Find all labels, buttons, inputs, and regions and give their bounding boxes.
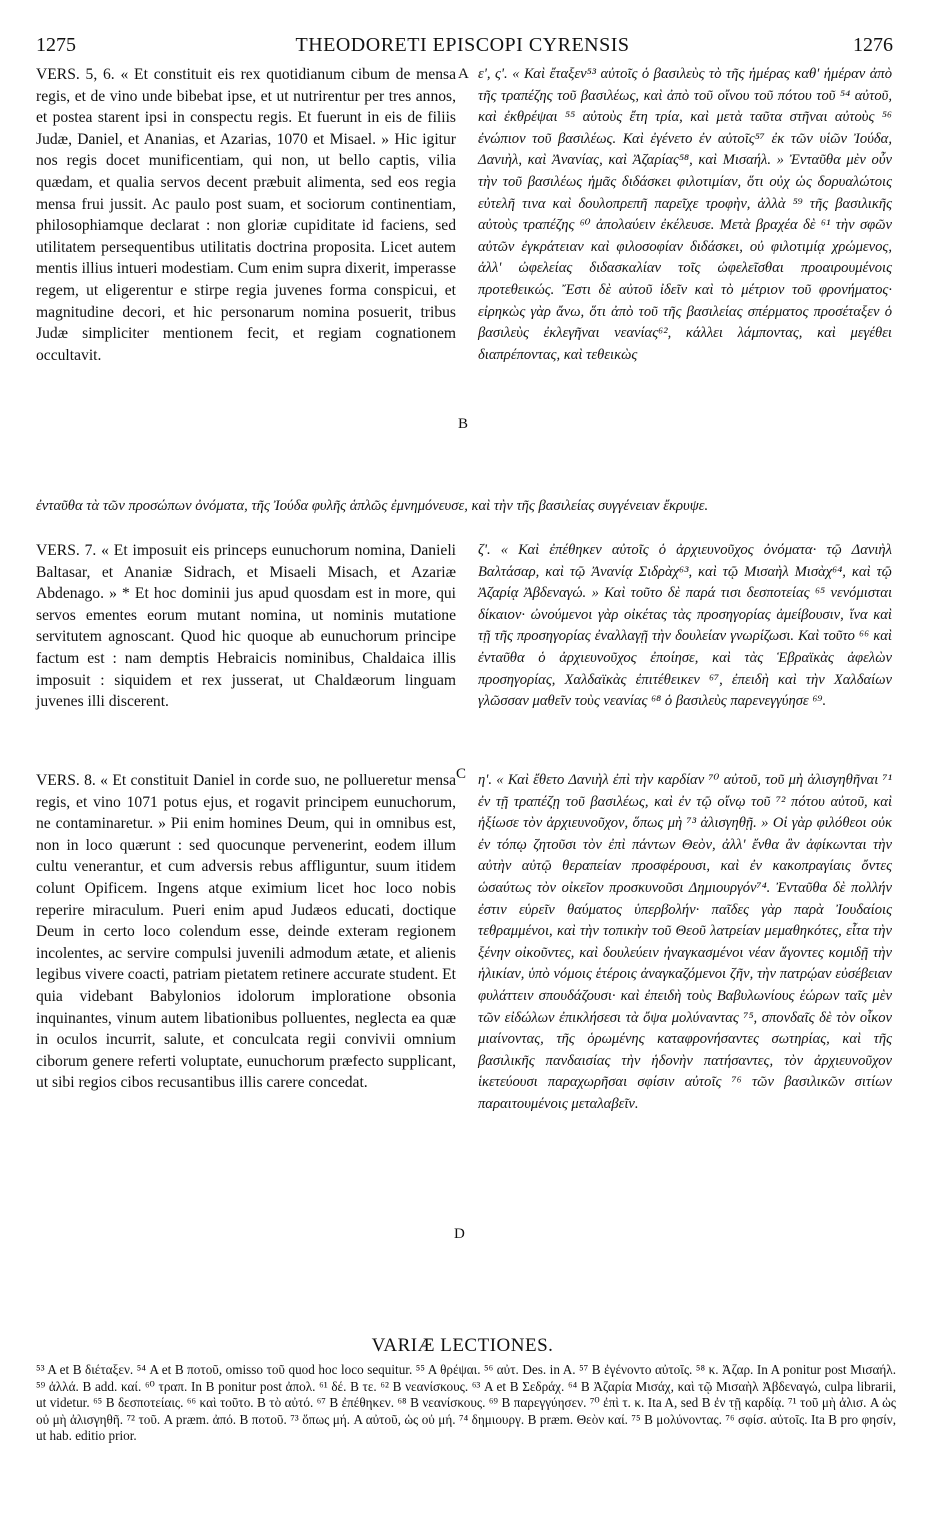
running-title: THEODORETI EPISCOPI CYRENSIS [295, 34, 630, 56]
greek-paragraph-vers-8: η'. « Καὶ ἔθετο Δανιὴλ ἐπὶ τὴν καρδίαν ⁷⁰ αὐτοῦ, τοῦ μὴ ἀλισγηθῆναι ⁷¹ ἐν τῇ τραπέζῃ τοῦ βασιλέως, καὶ ἐν τῷ οἴνῳ τοῦ ⁷² πότου αὐτοῦ, καὶ ἠξίωσε τὸν ἀρχιευνοῦχον, ὅπως μὴ ⁷³ ἀλισγηθῇ. » Οἱ γὰρ φιλόθεοι οὐκ ἐν τόπῳ ζητοῦσι τὸν ἐπὶ πάντων Θεὸν, ἀλλ' ἔνθα ἂν ἀφίκωνται τὴν αὐτὴν αὐτῷ θεραπείαν προσφέρουσι, καὶ ἐν κακοπραγίαις ὄντες ὡσαύτως τὸν οἰκεῖον προσκυνοῦσι Δημιουργόν⁷⁴. Ἐνταῦθα δὲ πολλήν ἐστιν εὑρεῖν θαύματος ὑπερβολήν· παῖδες γὰρ παρὰ Ἰουδαίοις τεθραμμένοι, καὶ τὴν τοπικὴν τοῦ Θεοῦ λατρείαν μεμαθηκότες, εἶτα τὴν ξένην οἰκοῦντες, καὶ δουλεύειν ἠναγκασμένοι νέαν ἄγοντες κομιδῇ τὴν ἡλικίαν, ὑπὸ νόμοις ἑτέροις ἀναγκαζόμενοι ζῆν, τὴν πατρῴαν εὐσέβειαν φυλάττειν σπουδάζουσι· καὶ ἐπειδὴ τοὺς Βαβυλωνίους ἑώρων ταῖς μὲν τῶν εἰδώλων ἐπικλήσεσι τὰ ὄψα μολύναντας ⁷⁵, σπονδαῖς δὲ τὸν οἶκον μιαίνοντας, τῆς ὁρωμένης καταφρονήσαντες σωτηρίας, καὶ τῆς βασιλικῆς πανδαισίας τὴν ἡδονὴν πατήσαντες, τὸν ἀρχιευνοῦχον ἱκετεύουσι παραχωρῆσαι σφίσιν αὐτοῖς ⁷⁶ τῶν βασιλικῶν σιτίων παραιτουμένοις μεταλαβεῖν. [478, 772, 892, 1112]
page-number-right: 1276 [853, 34, 893, 56]
margin-letter-b: B [458, 416, 469, 432]
margin-letter-d: D [454, 1226, 465, 1242]
running-header [0, 34, 925, 60]
latin-paragraph-vers-7: VERS. 7. « Et imposuit eis princeps eunuchorum nomina, Danieli Baltasar, et Ananiæ Sidrach, et Misaeli Misach, et Azariæ Abdenago. » * Et hoc dominii jus apud quosdam est in more, qui servos ementes eorum mutant nomina, ut nominis mutatione servitutem agnoscant. Quod hic quoque ab eunuchorum principe factum est : nam demptis Hebraicis nominibus, Chaldaica illis imposuit : siquidem et rex jusserat, ut Chaldæorum linguam juvenes illi discerent. [36, 542, 456, 711]
latin-paragraph-vers-8: VERS. 8. « Et constituit Daniel in corde suo, ne pollueretur mensa regis, et vino 1071 potus ejus, et rogavit principem eunuchorum, ne contaminaretur. » Pii enim homines Deum, qui in omnibus est, non in loco quærunt : sed quocunque pervenerint, eodem illum cultu venerantur, et cum adversis rebus affliguntur, suum itidem colunt Opificem. Ingens atque eximium licet hoc loco nobis reperire miraculum. Pueri enim apud Judæos educati, doctique Deum in certo loco colendum esse, deinde exteram regionem incolentes, ac servire compulsi juvenili admodum ætate, et alienis legibus vivere coacti, patriam pietatem retinere accurate student. Et quia videbant Babylonios idolorum imploratione obsonia inquinantes, vinum autem libationibus polluentes, neglecta ea quæ in oculos incurrit, salute, et conculcata regii convivii omnium ciborum genere referti voluptate, eunuchorum præfecto supplicant, ut sibi regios cibos recusantibus illis carere concedat. [36, 772, 456, 1092]
greek-continuation-line: ἐνταῦθα τὰ τῶν προσώπων ὀνόματα, τῆς Ἰούδα φυλῆς ἁπλῶς ἐμνημόνευσε, καὶ τὴν τῆς βασιλείας συγγένειαν ἔκρυψε. [36, 498, 709, 514]
margin-letter-a: A [458, 66, 469, 82]
page-number-left: 1275 [36, 34, 76, 56]
greek-paragraph-vers-7: ζ'. « Καὶ ἐπέθηκεν αὐτοῖς ὁ ἀρχιευνοῦχος ὀνόματα· τῷ Δανιὴλ Βαλτάσαρ, καὶ τῷ Ἀνανίᾳ Σιδρὰχ⁶³, καὶ τῷ Μισαὴλ Μισὰχ⁶⁴, καὶ τῷ Ἀζαρίᾳ Ἀβδεναγώ. » Καὶ τοῦτο δὲ παρά τισι δεσποτείας ⁶⁵ νενόμισται δίκαιον· ὠνούμενοι γὰρ οἰκέτας τὰς προσηγορίας ἀμείβουσιν, ἵνα καὶ τῇ τῆς προσηγορίας ἐναλλαγῇ τὴν δουλείαν γνωρίζωσι. Καὶ τοῦτο ⁶⁶ καὶ ἐνταῦθα ὁ ἀρχιευνοῦχος ἐποίησε, καὶ τὰς Ἑβραϊκὰς ἀφελὼν προσηγορίας, Χαλδαϊκὰς ἐπιτέθεικεν ⁶⁷, ἐπειδὴ καὶ τὴν Χαλδαίων γλῶσσαν μαθεῖν τοὺς νεανίας ⁶⁸ ὁ βασιλεὺς παρενεγγύησε ⁶⁹. [478, 542, 892, 710]
greek-paragraph-vers-5-6: ε', ς'. « Καὶ ἔταξεν⁵³ αὐτοῖς ὁ βασιλεὺς τὸ τῆς ἡμέρας καθ' ἡμέραν ἀπὸ τῆς τραπέζης τοῦ βασιλέως, καὶ ἀπὸ τοῦ οἴνου τοῦ πότου τοῦ ⁵⁴ αὐτοῦ, καὶ ἐκθρέψαι ⁵⁵ αὐτοὺς ἔτη τρία, καὶ μετὰ ταῦτα στῆναι αὐτοὺς ⁵⁶ ἐνώπιον τοῦ βασιλέως. Καὶ ἐγένετο ἐν αὐτοῖς⁵⁷ ἐκ τῶν υἱῶν Ἰούδα, Δανιὴλ, καὶ Ἀνανίας, καὶ Ἀζαρίας⁵⁸, καὶ Μισαήλ. » Ἐνταῦθα μὲν οὖν τὴν τοῦ βασιλέως ἡμᾶς διδάσκει φιλοτιμίαν, ὅτι οὐχ ὡς δορυαλώτοις εὐτελῆ τινα καὶ δουλοπρεπῆ παρεῖχε τροφὴν, ἀλλὰ ⁵⁹ τῆς βασιλικῆς αὐτοὺς τραπέζης ⁶⁰ ἀπολαύειν ἐκέλευσε. Μετὰ βραχέα δὲ ⁶¹ τὴν σφῶν αὐτῶν ἐγκράτειαν καὶ φιλοσοφίαν διδάσκει, οὐ φιλοτιμίᾳ χρώμενος, ἀλλ' ὠφελείας διδασκαλίαν τοῖς ὠφελεῖσθαι προαιρουμένοις προτεθεικώς. Ἔστι δὲ αὐτοῦ ἰδεῖν καὶ τὸ μέτριον τοῦ φρονήματος· εἰρηκὼς γὰρ ἄνω, ὅτι ἀπὸ τοῦ τῆς βασιλείας σπέρματος προσέταξεν ὁ βασιλεὺς ἐκλεγῆναι νεανίας⁶², κάλλει λάμποντας, καὶ μεγέθει διαπρέποντας, καὶ τεθεικὼς [478, 66, 892, 363]
latin-paragraph-vers-5-6: VERS. 5, 6. « Et constituit eis rex quotidianum cibum de mensa regis, et de vino unde bibebat ipse, et ut nutrirentur per tres annos, et postea starent ipsi in conspectu regis. Et fuerunt in eis de filiis Judæ, Daniel, et Ananias, et Azarias, 1070 et Misael. » Hic igitur nos regis docet munificentiam, qui non, ut bello captis, vilia quædam, et qualia servos decent præbuit alimenta, sed eos regia mensa frui jussit. Ac paulo post suam, et sociorum continentiam, philosophiamque declarat : non gloriæ cupiditate id faciens, sed utilitatem persequentibus utilitatis doctrina proposita. Licet autem mentis illius intueri modestiam. Cum enim supra dixerit, imperasse regem, ut eligerentur e stirpe regia juvenes forma conspicui, et magnitudine decori, et hic personarum nomina posuerit, tribus Judæ simpliciter mentionem fecit, et regiam cognationem occultavit. [36, 66, 456, 364]
variae-lectiones-notes: ⁵³ A et B διέταξεν. ⁵⁴ A et B ποτοῦ, omisso τοῦ quod hoc loco sequitur. ⁵⁵ A θρέψαι. ⁵⁶ αὐτ. Des. in A. ⁵⁷ B ἐγένοντο αὐτοῖς. ⁵⁸ κ. Ἀζαρ. In A ponitur post Μισαήλ. ⁵⁹ ἀλλά. B add. καί. ⁶⁰ τραπ. In B ponitur post ἀπολ. ⁶¹ δέ. B τε. ⁶² B νεανίσκους. ⁶³ A et B Σεδράχ. ⁶⁴ B Ἀζαρία Μισάχ, καὶ τῷ Μισαὴλ Ἀβδεναγώ, culpa librarii, ut videtur. ⁶⁵ B δεσποτείαις. ⁶⁶ καὶ τοῦτο. B τὸ αὐτό. ⁶⁷ B ἐπέθηκεν. ⁶⁸ B νεανίσκους. ⁶⁹ B παρεγγύησεν. ⁷⁰ ἐπὶ τ. κ. Ita A, sed B ἐν τῇ καρδίᾳ. ⁷¹ τοῦ μὴ ἀλισ. A ὡς οὐ μὴ ἀλισγηθῆ. ⁷² τοῦ. A præm. ἀπό. B ποτοῦ. ⁷³ ὅπως μή. A αὐτοῦ, ὡς οὐ μή. ⁷⁴ δημιουργ. B præm. Θεὸν καί. ⁷⁵ B μολύνοντας. ⁷⁶ σφίσ. αὐτοῖς. Ita B pro φησίν, ut hab. editio prior. [36, 1362, 896, 1443]
margin-letter-c: C [456, 766, 467, 782]
variae-lectiones-title: VARIÆ LECTIONES. [371, 1335, 554, 1356]
